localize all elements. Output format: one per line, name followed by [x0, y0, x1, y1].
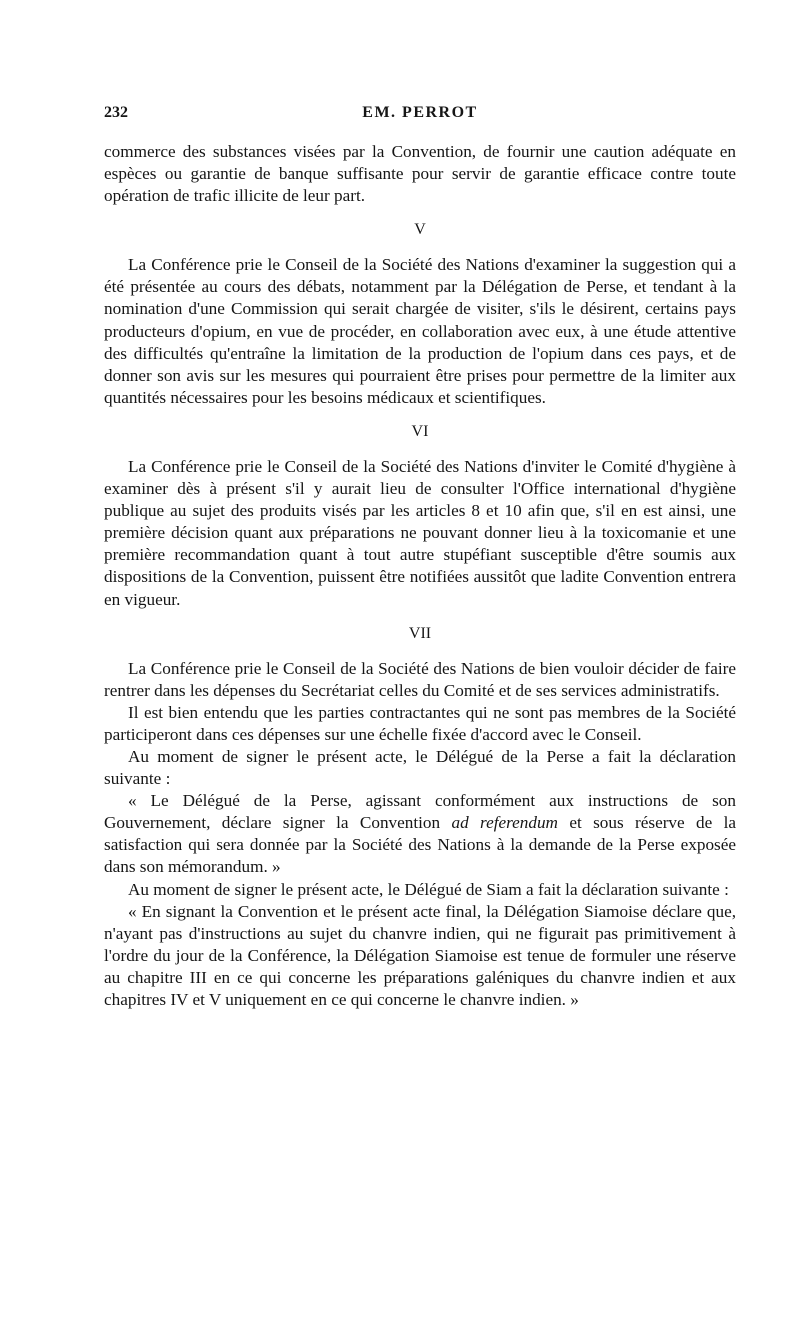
section-vi-paragraph: La Conférence prie le Conseil de la Société des Nations d'inviter le Comité d'hygiène à examiner dès à présent s'il y aurait lieu de consulter l'Office international d'hygiène publique au sujet des produits visés par les articles 8 et 10 afin que, s'il en est ainsi, une première décision quant aux préparations ne pouvant donner lieu à la toxicomanie et une première recommandation quant à tout autre stupéfiant susceptible d'être soumis aux dispositions de la Convention, puissent être notifiées aussitôt que ladite Convention entrera en vigueur. — [104, 456, 736, 609]
section-vii-paragraph-2: Il est bien entendu que les parties contractantes qui ne sont pas membres de la Société participeront dans ces dépenses sur une échelle fixée d'accord avec le Conseil. — [104, 702, 736, 744]
section-v-paragraph: La Conférence prie le Conseil de la Société des Nations d'examiner la suggestion qui a été présentée au cours des débats, notamment par la Délégation de Perse, et tendant à la nomination d'une Commission qui serait chargée de visiter, s'ils le désirent, certains pays producteurs d'opium, en vue de procéder, en collaboration avec eux, à une étude attentive des difficultés qu'entraîne la limitation de la production de l'opium dans ces pays, et de donner son avis sur les mesures qui pourraient être prises pour permettre de la limiter aux quantités nécessaires pour les besoins médicaux et scientifiques. — [104, 255, 736, 407]
persia-declaration-quote — [104, 790, 736, 878]
persia-quote-text-end: et sous réserve de la satisfaction qui sera donnée par la Société des Nations à la demande de la Perse exposée dans son mémorandum. » — [104, 813, 736, 877]
section-numeral-vi: VI — [411, 422, 429, 440]
section-vii-paragraph-1: La Conférence prie le Conseil de la Société des Nations de bien vouloir décider de faire rentrer dans les dépenses du Secrétariat celles du Comité et de ses services administratifs. — [104, 658, 736, 700]
page-number: 232 — [104, 104, 128, 121]
running-title: EM. PERROT — [362, 104, 478, 121]
section-vii-paragraph-3: Au moment de signer le présent acte, le Délégué de la Perse a fait la déclaration suivante : — [104, 746, 736, 789]
page-header — [104, 104, 736, 124]
section-numeral-vii: VII — [408, 624, 432, 642]
siam-declaration-quote: « En signant la Convention et le présent acte final, la Délégation Siamoise déclare que, n'ayant pas d'instructions au sujet du chanvre indien, qui ne figurait pas primitivement à l'ordre du jour de la Conférence, la Délégation Siamoise est tenue de formuler une réserve au chapitre III en ce qui concerne les préparations galéniques du chanvre indien et aux chapitres IV et V uniquement en ce qui concerne le chanvre indien. » — [104, 901, 736, 1009]
document-body — [104, 141, 736, 1011]
persia-quote-italic-term: ad referendum — [451, 813, 558, 833]
persia-quote-text-start: « Le Délégué de la Perse, agissant conformément aux instructions de son Gouvernement, déclare signer la Convention — [104, 791, 736, 833]
section-numeral-v: V — [414, 221, 426, 239]
intro-paragraph: commerce des substances visées par la Convention, de fournir une caution adéquate en espèces ou garantie de banque suffisante pour servir de garantie efficace contre toute opération de trafic illicite de leur part. — [104, 142, 736, 206]
section-vii-paragraph-5: Au moment de signer le présent acte, le Délégué de Siam a fait la déclaration suivante : — [128, 879, 729, 899]
